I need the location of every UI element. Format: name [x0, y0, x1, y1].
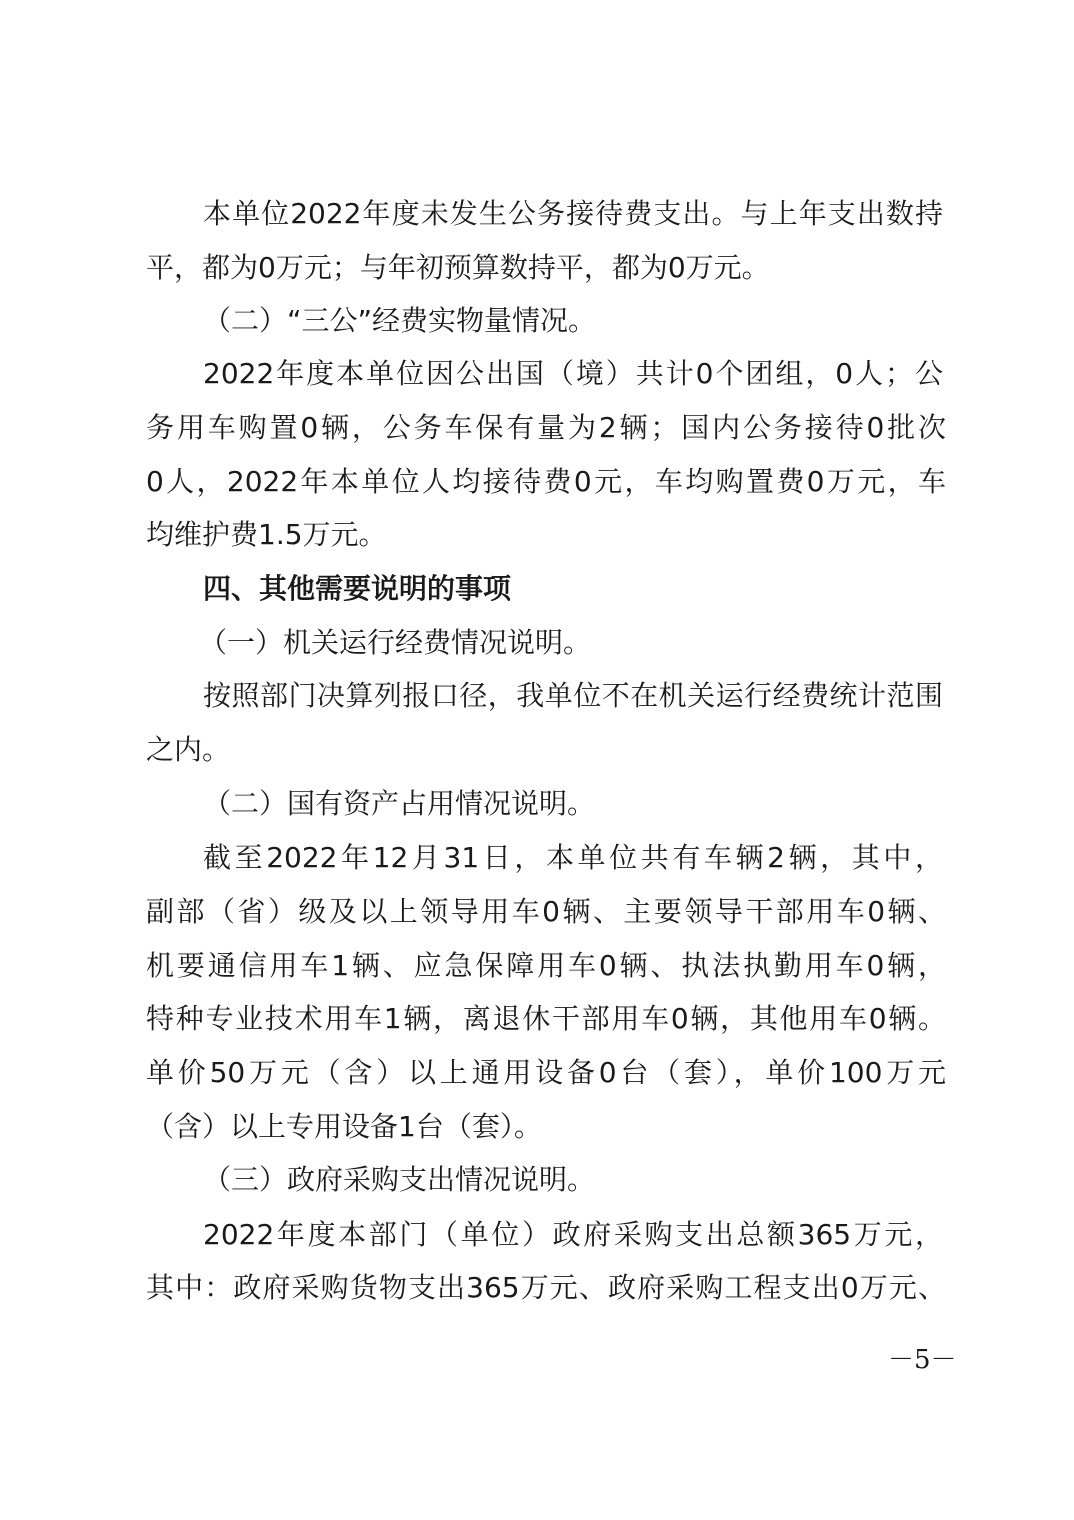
paragraph-line: 平，都为0万元；与年初预算数持平，都为0万元。	[146, 251, 770, 284]
paragraph-line: 均维护费1.5万元。	[146, 518, 387, 551]
section-heading: （二）“三公”经费实物量情况。	[203, 304, 597, 337]
paragraph-line: 单价50万元（含）以上通用设备0台（套），单价100万元	[146, 1056, 946, 1089]
paragraph-line: 截至2022年12月31日，本单位共有车辆2辆，其中，	[203, 841, 943, 874]
paragraph-line: 按照部门决算列报口径，我单位不在机关运行经费统计范围	[203, 679, 943, 712]
page-number: －5－	[888, 1345, 957, 1375]
paragraph-line: 其中：政府采购货物支出365万元、政府采购工程支出0万元、	[146, 1271, 946, 1304]
paragraph-line: 副部（省）级及以上领导用车0辆、主要领导干部用车0辆、	[146, 895, 946, 928]
section-heading: （三）政府采购支出情况说明。	[203, 1163, 596, 1196]
section-heading: （一）机关运行经费情况说明。	[199, 626, 592, 659]
paragraph-line: 之内。	[146, 733, 231, 766]
paragraph-line: （含）以上专用设备1台（套）。	[146, 1110, 542, 1143]
paragraph-line: 0人，2022年本单位人均接待费0元，车均购置费0万元，车	[146, 465, 946, 498]
paragraph-line: 机要通信用车1辆、应急保障用车0辆、执法执勤用车0辆，	[146, 949, 946, 982]
paragraph-line: 2022年度本单位因公出国（境）共计0个团组，0人；公	[203, 357, 943, 390]
paragraph-line: 务用车购置0辆，公务车保有量为2辆；国内公务接待0批次	[146, 411, 946, 444]
section-heading: 四、其他需要说明的事项	[203, 572, 512, 605]
paragraph-line: 2022年度本部门（单位）政府采购支出总额365万元，	[203, 1218, 943, 1251]
paragraph-line: 本单位2022年度未发生公务接待费支出。与上年支出数持	[203, 197, 943, 230]
paragraph-line: 特种专业技术用车1辆，离退休干部用车0辆，其他用车0辆。	[146, 1002, 946, 1035]
section-heading: （二）国有资产占用情况说明。	[203, 787, 596, 820]
